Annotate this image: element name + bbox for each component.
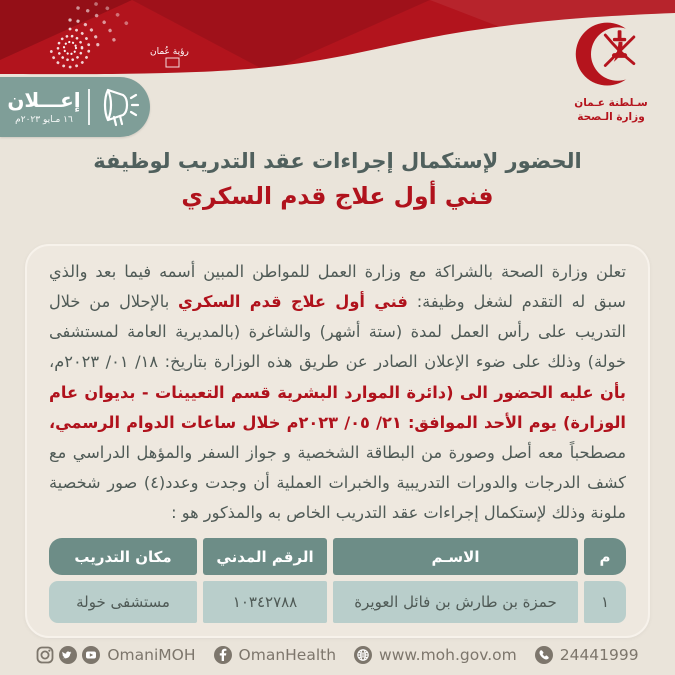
announcement-body-card (25, 244, 650, 638)
announcement-badge (0, 77, 150, 137)
table-cell-civil-id: ١٠٣٤٢٧٨٨ (203, 581, 327, 623)
footer-contact-bar (0, 642, 675, 668)
table-cell-number: ١ (584, 581, 626, 623)
announcement-date: ١٦ مـايو ٢٠٢٣م (15, 114, 73, 125)
website-text[interactable]: www.moh.gov.om (379, 646, 517, 664)
instagram-icon[interactable] (36, 646, 54, 664)
phone-icon[interactable] (535, 646, 553, 664)
twitter-icon[interactable] (59, 646, 77, 664)
globe-icon[interactable] (354, 646, 372, 664)
paragraph-part-1: تعلن وزارة الصحة بالشراكة مع وزارة العمل للمواطن المبين أسمه فيما بعد والذي سبق له التقدم لشغل وظيفة: (49, 262, 626, 312)
social-icons (36, 646, 100, 664)
paragraph-part-2: بالإحلال من خلال التدريب على رأس العمل لمدة (ستة أشهر) والشاغرة (بالمديرية العامة لمستشفى خولة) وذلك على ضوء الإعلان الصادر عن طريق هذه الوزارة بتاريخ: ١٨/ ٠١/ ٢٠٢٣م، (49, 292, 626, 372)
phone-group[interactable] (535, 646, 639, 664)
page-title (0, 149, 675, 210)
table-header-civil-id: الرقم المدني (203, 538, 327, 575)
paragraph-highlight-job: فني أول علاج قدم السكري (178, 292, 408, 312)
paragraph-highlight-appointment: بأن عليه الحضور الى (دائرة الموارد البشرية قسم التعيينات - بديوان عام الوزارة) يوم الأحد الموافق: ٢١/ ٠٥/ ٢٠٢٣م خلال ساعات الدوام الرسمي، (49, 382, 626, 432)
title-line-1: الحضور لإستكمال إجراءات عقد التدريب لوظيفة (93, 149, 582, 173)
facebook-group[interactable] (214, 646, 337, 664)
title-line-2-job: فني أول علاج قدم السكري (181, 182, 494, 210)
table-cell-location: مستشفى خولة (49, 581, 197, 623)
website-group[interactable] (354, 646, 517, 664)
announcement-paragraph (49, 257, 626, 528)
social-handle-text[interactable]: OmaniMOH (107, 646, 196, 664)
table-header-location: مكان التدريب (49, 538, 197, 575)
announcement-title: إعـــلان (7, 87, 81, 112)
vision-logo-mark (166, 58, 179, 67)
table-cell-name: حمزة بن طارش بن فائل العويرة (333, 581, 578, 623)
youtube-icon[interactable] (82, 646, 100, 664)
ministry-country-label: سـلطنة عـمان (574, 97, 648, 109)
announcement-badge-text (6, 89, 82, 125)
facebook-icon[interactable] (214, 646, 232, 664)
moh-crescent-emblem-icon (571, 16, 651, 96)
candidates-table (49, 538, 626, 623)
vision-logo-text: رؤية عُمان (150, 47, 189, 57)
paragraph-part-3: مصطحباً معه أصل وصورة من البطاقة الشخصية و جواز السفر والمؤهل الدراسي مع كشف الدرجات والدورات التدريبية والخبرات العملية أن وجدت وعدد(٤) صور شخصية ملونة وذلك لإستكمال إجراءات عقد التدريب الخاص به والمذكور هو : (49, 442, 626, 522)
facebook-handle-text[interactable]: OmanHealth (238, 646, 337, 664)
ministry-name-label: وزارة الـصحة (577, 111, 645, 124)
social-handles-group[interactable] (36, 646, 195, 664)
table-header-number: م (584, 538, 626, 575)
ministry-of-health-logo (561, 16, 661, 124)
phone-number-text[interactable]: 24441999 (559, 646, 639, 664)
badge-divider (88, 89, 90, 125)
megaphone-icon (96, 86, 142, 128)
table-header-name: الاسـم (333, 538, 578, 575)
oman-vision-2040-logo (8, 2, 238, 80)
